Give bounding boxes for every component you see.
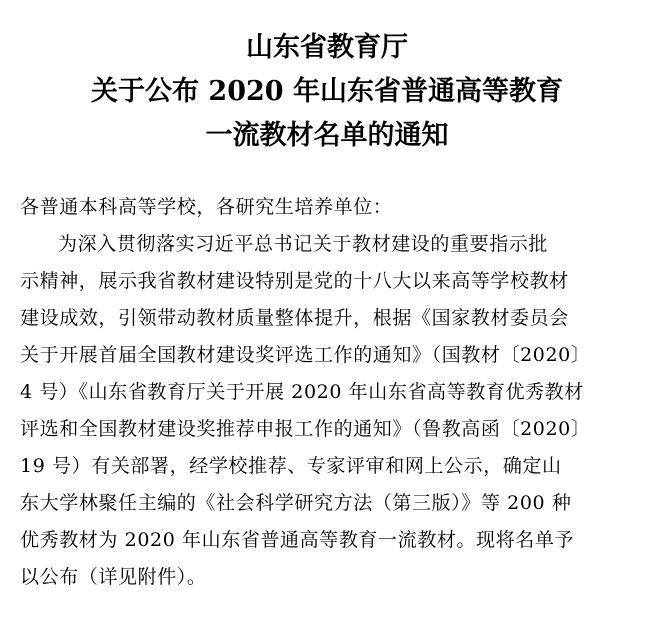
title-line-3: 一流教材名单的通知 <box>205 120 449 151</box>
salutation: 各普通本科高等学校，各研究生培养单位： <box>20 196 393 218</box>
body-line-4: 关于开展首届全国教材建设奖评选工作的通知》（国教材〔2020〕 <box>20 344 591 366</box>
body-line-2: 示精神，展示我省教材建设特别是党的十八大以来高等学校教材 <box>20 270 569 292</box>
body-line-6: 评选和全国教材建设奖推荐申报工作的通知》（鲁教高函〔2020〕 <box>20 418 591 440</box>
body-line-3: 建设成效，引领带动教材质量整体提升，根据《国家教材委员会 <box>20 307 569 329</box>
body-line-8: 东大学林聚任主编的《社会科学研究方法（第三版）》等 200 种 <box>20 492 572 514</box>
body-line-1: 为深入贯彻落实习近平总书记关于教材建设的重要指示批 <box>58 233 549 255</box>
body-line-10: 以公布（详见附件）。 <box>20 566 207 588</box>
body-line-7: 19 号）有关部署，经学校推荐、专家评审和网上公示，确定山 <box>20 455 562 477</box>
body-line-5: 4 号）《山东省教育厅关于开展 2020 年山东省高等教育优秀教材 <box>20 381 584 403</box>
title-line-1: 山东省教育厅 <box>246 32 408 63</box>
body-line-9: 优秀教材为 2020 年山东省普通高等教育一流教材。现将名单予 <box>20 529 575 551</box>
title-line-2: 关于公布 2020 年山东省普通高等教育 <box>91 76 563 107</box>
